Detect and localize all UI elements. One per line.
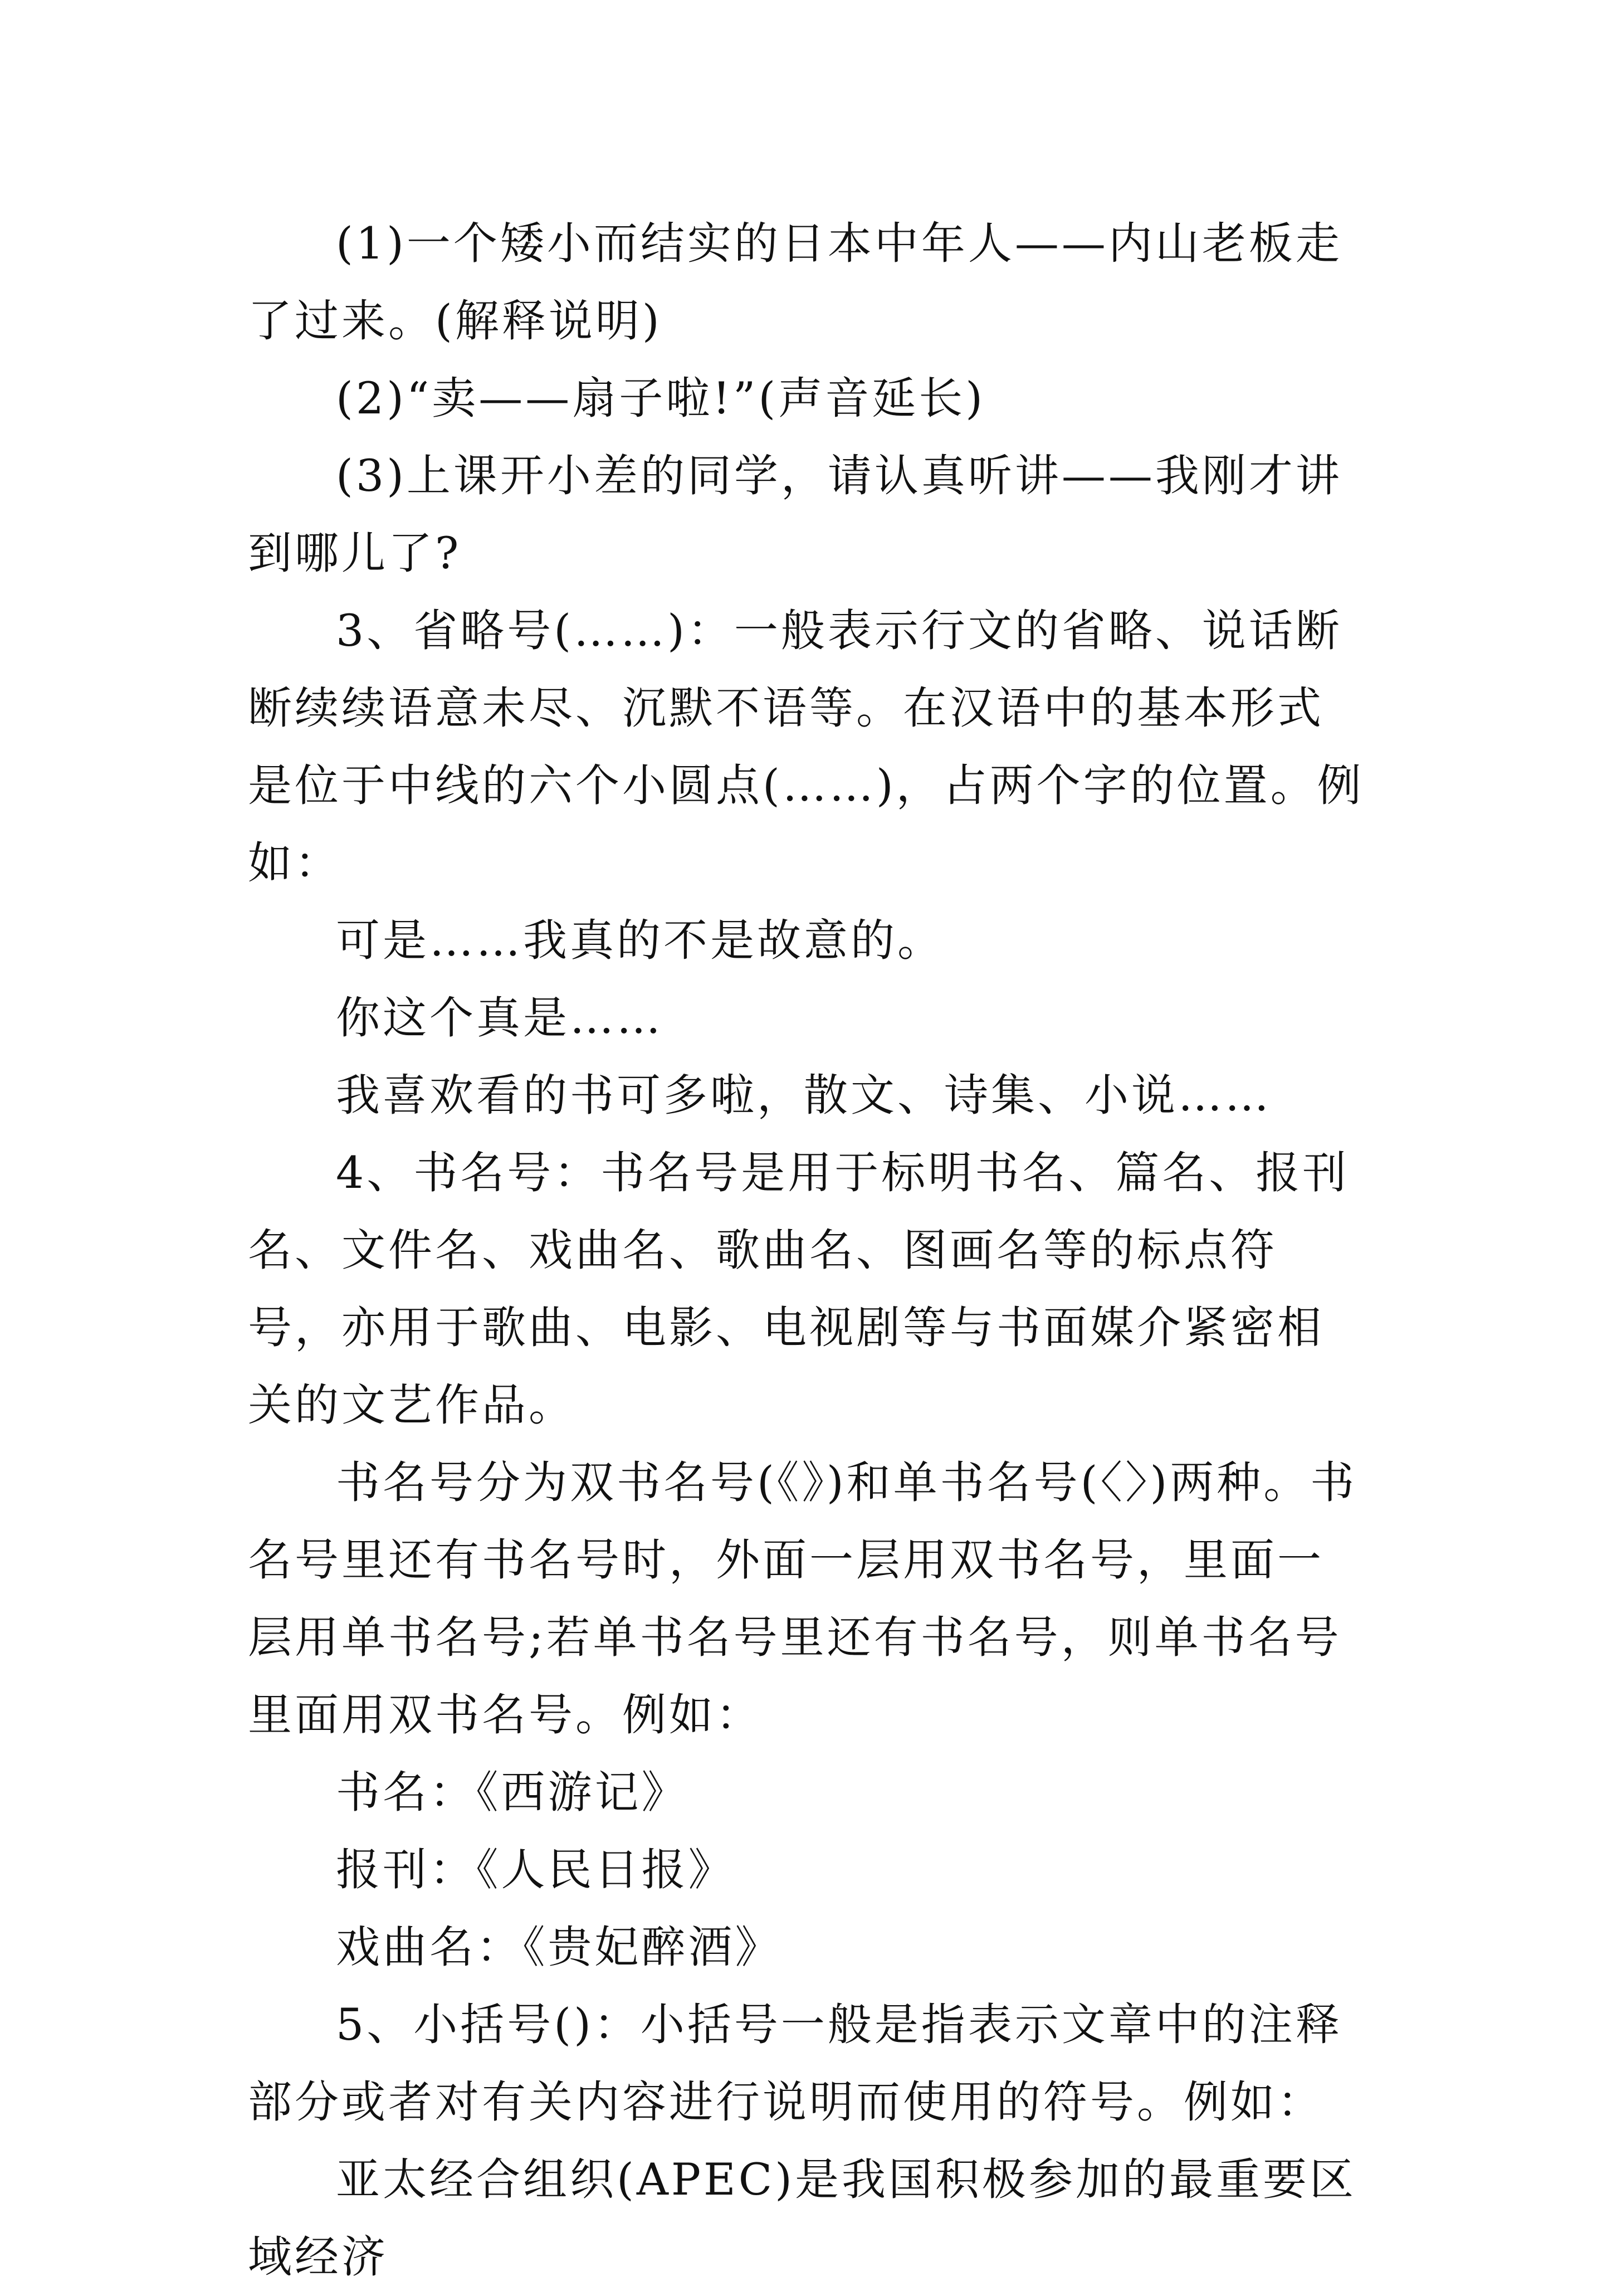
paragraph-newspaper-example: 报刊：《人民日报》 (336, 1844, 735, 1895)
paragraph-book-example: 书名：《西游记》 (336, 1767, 688, 1818)
document-body (248, 205, 1370, 2296)
paragraph-parentheses-definition: 5、小括号()：小括号一般是指表示文章中的注释部分或者对有关内容进行说明而使用的符号。例如： (248, 1999, 1342, 2128)
paragraph-example-2: (2)“卖——扇子啦!”(声音延长) (336, 373, 986, 424)
paragraph-title-marks-definition: 4、书名号：书名号是用于标明书名、篇名、报刊名、文件名、戏曲名、歌曲名、图画名等的标点符号，亦用于歌曲、电影、电视剧等与书面媒介紧密相关的文艺作品。 (248, 1147, 1350, 1431)
paragraph-opera-example: 戏曲名：《贵妃醉酒》 (336, 1922, 782, 1973)
paragraph-example-1: (1)一个矮小而结实的日本中年人——内山老板走了过来。(解释说明) (248, 218, 1342, 347)
paragraph-parentheses-example: 亚太经合组织(APEC)是我国积极参加的最重要区域经济 (248, 2154, 1356, 2283)
paragraph-example-3: (3)上课开小差的同学，请认真听讲——我刚才讲到哪儿了? (248, 450, 1342, 579)
paragraph-ellipsis-example-3: 我喜欢看的书可多啦，散文、诗集、小说…… (336, 1070, 1272, 1121)
paragraph-ellipsis-example-1: 可是……我真的不是故意的。 (336, 915, 944, 966)
paragraph-ellipsis-example-2: 你这个真是…… (336, 992, 663, 1044)
paragraph-ellipsis-definition: 3、省略号(……)：一般表示行文的省略、说话断断续续语意未尽、沉默不语等。在汉语中的基本形式是位于中线的六个小圆点(……)，占两个字的位置。例如： (248, 605, 1364, 889)
paragraph-title-marks-types: 书名号分为双书名号(《》)和单书名号(〈〉)两种。书名号里还有书名号时，外面一层用双书名号，里面一层用单书名号;若单书名号里还有书名号，则单书名号里面用双书名号。例如： (248, 1457, 1357, 1741)
